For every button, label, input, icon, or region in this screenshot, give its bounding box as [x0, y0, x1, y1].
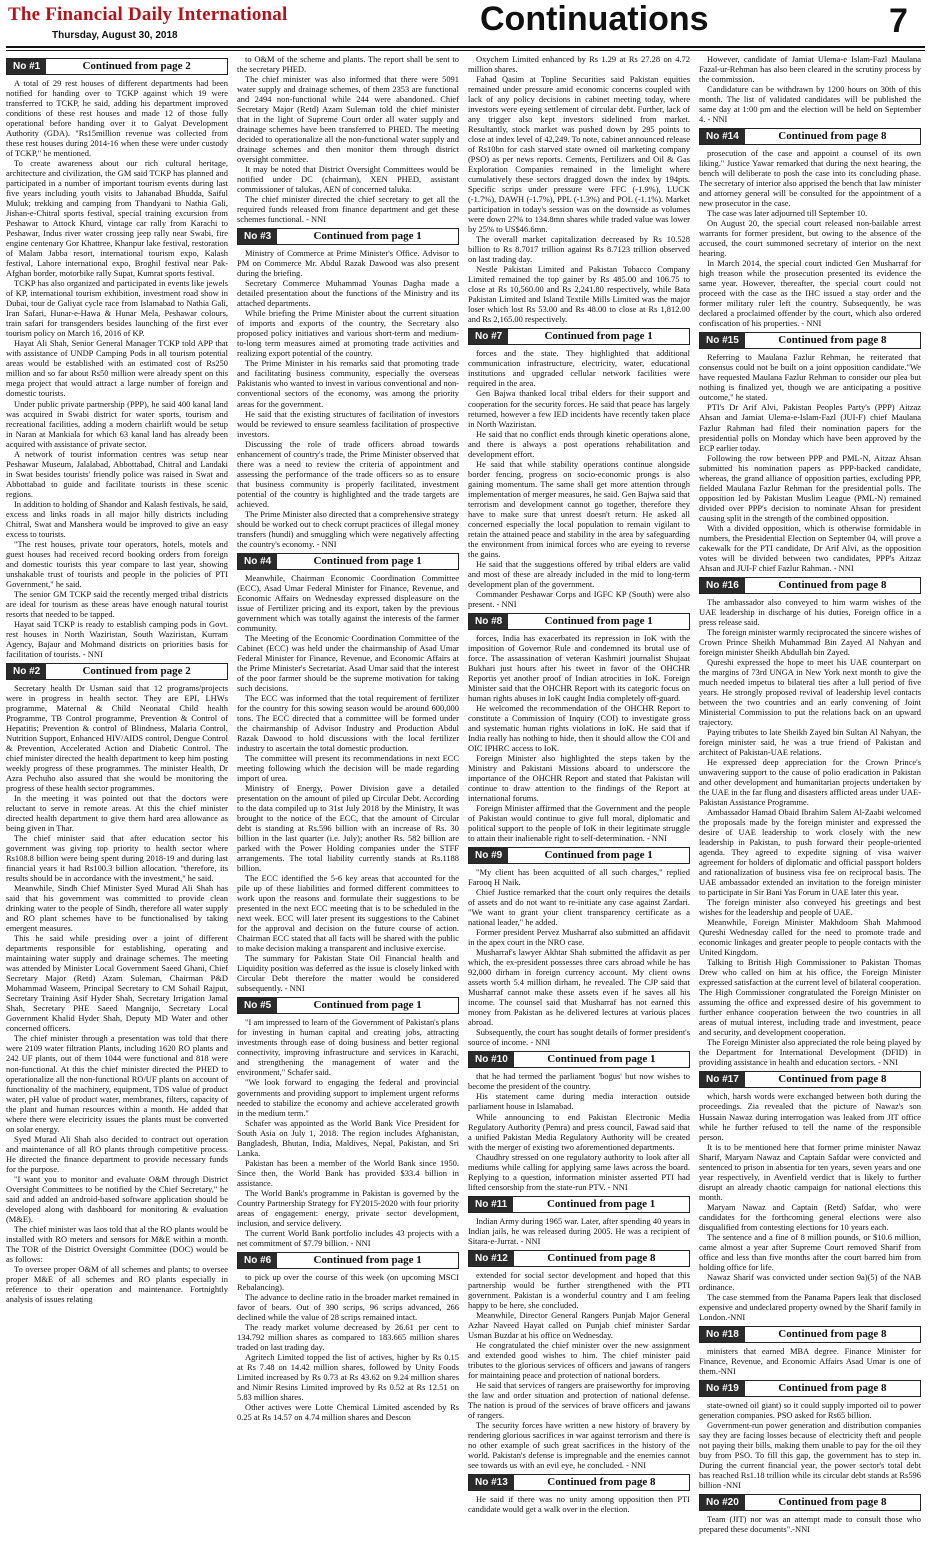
- story: [468, 1250, 690, 1470]
- story-paragraph: The senior GM TCKP said the recently merged tribal districts are ideal for tourism as these areas have enough natural tourist resorts that needed to be tapped.: [6, 588, 228, 619]
- story-paragraph: "I want you to monitor and evaluate O&M through District Oversight Committees to be notified by the Chief Secretary," he said and added an android-based software application should be developed along with dashboard for monitoring & evaluation (M&E).: [6, 1173, 228, 1224]
- story: [237, 553, 459, 994]
- story-header: [468, 847, 690, 864]
- story-header: [6, 663, 228, 680]
- story-paragraph: The sentence and a fine of 8 million pounds, or $10.6 million, came almost a year after Supreme Court removed Sharif from office and less than five months after the court barred him from holding office for life.: [699, 1231, 921, 1272]
- story: [699, 577, 921, 1068]
- story-paragraph: extended for social sector development and hoped that this partnership would be further strengthened with the PTI government. Pakistan is a wonderful country and I am feeling happy to be here, she concluded.: [468, 1269, 690, 1310]
- story: [699, 1380, 921, 1490]
- story-paragraph: The foreign minister also conveyed his greetings and best wishes for the leadership and people of UAE.: [699, 897, 921, 918]
- story-header: [237, 228, 459, 245]
- story-paragraph: The Prime Minister also directed that a comprehensive strategy should be worked out to check corrupt practices of illegal money transfers (hundi) and smuggling which were negatively affecting the country's economy. - NNI: [237, 508, 459, 549]
- story-paragraph: The case was later adjourned till September 10.: [707, 208, 868, 219]
- story-paragraph: Fahad Qasim at Topline Securities said Pakistan equities remained under pressure amid economic concerns coupled with lack of any policy decisions in cabinet meeting today, where investors were eyeing settlement of circular debt. Further, lack of any trigger also kept investors sidelined from market. Resultantly, stock market was pushed down by 295 points to close at index level of 42,249. To note, cabinet announced release of Rs10bn for cash starved state owned oil marketing company (PSO) as per news reports. Cements, Fertilizers and Oil & Gas Exploration Companies remained in the limelight where cumulatively these sectors dragged down the index by 194pts. Specific scrips under pressure were FFC (-1.9%), LUCK (-1.7%), DAWH (-1.7%), PPL (-1.3%) and POL (-1.1%). Market participation in today's session was on the downside as volumes were down 27% to 134.8mn shares while traded value was lower by 25% to US$46.6mn.: [468, 74, 690, 235]
- story-paragraph: "We look forward to engaging the federal and provincial governments and providing support to implement urgent reforms needed to stabilize the economy and achieve accelerated growth in the medium term.": [237, 1077, 459, 1118]
- story-paragraph: Meanwhile, Sindh Chief Minister Syed Murad Ali Shah has said that his government was committed to provide clean drinking water to the people of Sindh, therefore all water supply and RO plant schemes have to be functionalised by taking emergent measures.: [6, 883, 228, 934]
- issue-date: Thursday, August 30, 2018: [52, 30, 178, 41]
- article-columns: [6, 54, 925, 1548]
- story: [468, 54, 690, 324]
- story-paragraph: The chief minister directed the chief secretary to get all the required funds released from finance department and get these schemes functional. - NNI: [237, 194, 459, 225]
- story-paragraph: The ECC was informed that the total requirement of fertilizer for the country for this sowing season would be around 600,000 tons. The ECC directed that a committee will be formed under the chairmanship of Advisor Industry and Production Abdul Razak Dawood to hold discussions with the local fertilizer industry to ascertain the total domestic production.: [237, 692, 459, 753]
- story-paragraph: The Prime Minister in his remarks said that promoting trade and facilitating business community, especially the overseas Pakistanis who wanted to invest in various conventional and non-conventional sectors of the economy, was among the priority areas for the government.: [237, 358, 459, 409]
- story-paragraph: ministers that earned MBA degree. Finance Minister for Finance, Revenue, and Economic Affairs Asad Umar is one of them.-NNI: [699, 1345, 921, 1376]
- story-paragraph: forces and the state. They highlighted that additional communication infrastructure, electricity, water, educational institutions and upgraded cellular network facilities were required in the area.: [468, 348, 690, 389]
- story-paragraph: However, candidate of Jamiat Ulema-e Islam-Fazl Maulana Fazal-ur-Rehman has also been cleared in the scrutiny process by the commission.: [699, 54, 921, 85]
- story-paragraph: Qureshi expressed the hope to meet his UAE counterpart on the margins of 73rd UNGA in New York next month to give the much needed impetus to bilateral ties after a lull period of five years. He strongly proposed revival of leadership level contacts between the two countries and an early convening of Joint Ministerial Commission to put the relations back on an upward trajectory.: [699, 656, 921, 727]
- story-paragraph: To create awareness about our rich cultural heritage, architecture and civilization, the GM said TCKP has planned and participated in a number of important tourism events during last five years including youth visits to Jahanabad Bhudda, Saiful Muluk; trekking and camping from Thandyani to Nathia Gali, Jishan-e-Chitral sports festival, special training excursion from Peshawar to Attock Khurd, vintage car rally from Karachi to Peshawar, Indus river water crossing jeep rally near Swabi, fire engine centenary Gor Khattree, Khanpur lake festival, restoration of Malam Jabba resort, international tourism expo, Kalash festival, Lahore international expo, Broghil festival near Pak-Afghan border, motorbike rally Supat, Kumrat sports festival.: [6, 158, 228, 279]
- story-number-badge: No #17: [700, 1072, 745, 1087]
- story-header: [468, 613, 690, 630]
- story-paragraph: prosecution of the case and appoint a counsel of its own liking." Justice Yawar remarked that during the next hearing, the bench will deliberate to posh the case into its concluding phase. The secretary of interior also apprised the bench that law minister and attorney general will be consulted for the appointment of a new prosecutor in the case.: [699, 148, 921, 209]
- story-paragraph: The summary for Pakistan State Oil Financial health and Liquidity position was deferred as the issue is closely linked with Circular Debt therefore the matter would be considered subsequently. - NNI: [237, 953, 459, 994]
- story-paragraph: It is to be mentioned here that former prime minister Nawaz Sharif, Maryam Nawaz and Captain Safdar were convicted and sentenced to prison in absentia for ten years, seven years and one year respectively, in Avenfield verdict that is likely to further disrupt an already chaotic campaign for national elections this month.: [699, 1141, 921, 1202]
- story-paragraph: Foreign Minister affirmed that the Government and the people of Pakistan would continue to give full moral, diplomatic and political support to the people of IoK in their legitimate struggle to attain their inalienable right to self-determination. - NNI: [468, 803, 690, 844]
- masthead-rule-thin: [6, 50, 925, 51]
- story: [237, 997, 459, 1247]
- story-paragraph: Candidature can be withdrawn by 1200 hours on 30th of this month. The list of validated candidates will be published the same day at 1:00 pm and the election will be held on September 4. - NNI: [699, 84, 921, 125]
- continued-from-label: Continued from page 1: [544, 849, 653, 862]
- story-paragraph: Hayat Ali Shah, Senior General Manager TCKP told APP that with assistance of UNDP Camping Pods in all tourism potential areas would be established with an estimated cost of Rs250 million and so far about Rs50 million were already spent on this mega project that would attract a large number of foreign and domestic tourists.: [6, 338, 228, 399]
- story-header: [468, 1250, 690, 1267]
- story-paragraph: Commander Peshawar Corps and IGFC KP (South) were also present. - NNI: [468, 588, 690, 609]
- story-paragraph: Schafer was appointed as the World Bank Vice President for South Asia on July 1, 2018. The region includes Afghanistan, Bangladesh, Bhutan, India, Maldives, Nepal, Pakistan, and Sri Lanka.: [237, 1117, 459, 1158]
- story-header: [237, 1252, 459, 1269]
- story-paragraph: to O&M of the scheme and plants. The report shall be sent to the secretary PHED.: [237, 54, 459, 75]
- continued-from-label: Continued from page 1: [544, 330, 653, 343]
- story-paragraph: He said that the existing structures of facilitation of investors would be reviewed to ensure seamless facilitation of prospective investors.: [237, 408, 459, 439]
- story-number-badge: No #9: [469, 848, 508, 863]
- story: [237, 1252, 459, 1422]
- story: [699, 54, 921, 124]
- story-header: [699, 1494, 921, 1511]
- story-paragraph: Discussing the role of trade officers abroad towards enhancement of country's trade, the Prime Minister observed that there was a need to review the criteria of appointment and assessing the performance of the trade officers so as to ensure that business community is properly facilitated, investment potential of the country is highlighted and the trade targets are achieved.: [237, 438, 459, 509]
- story-paragraph: In the meeting it was pointed out that the doctors were reluctant to serve in remote areas. At this the chief minister directed health department to give them hard area allowance as being given in Thar.: [6, 793, 228, 834]
- story-paragraph: The chief minister through a presentation was told that there were 2109 water filtration Plants, including 1620 RO plants and 242 UF plants, out of them 1044 were functional and 818 were non-functional. At this the chief minister directed the PHED to operationalize all the non-functional RO/UF plants on account of functionality of the machinery, equipment, TDS value of product water, pH value of product water, membranes, filters, capacity of the plant and human resources within a month. He added that where there were electricity issues the plants must be converted on solar energy.: [6, 1033, 228, 1134]
- story-number-badge: No #3: [238, 229, 277, 244]
- story-number-badge: No #13: [469, 1475, 514, 1490]
- story-paragraph: Agritech Limited topped the list of actives, higher by Rs 0.15 at Rs 7.48 on 14.42 million shares, followed by Unity Foods Limited increased by Rs 0.73 at Rs 43.62 on 9.24 million shares and Nimir Resins Limited improved by Rs 0.52 at Rs 12.51 on 5.83 million shares.: [237, 1351, 459, 1402]
- story-header: [699, 577, 921, 594]
- column: [6, 54, 228, 1548]
- story-number-badge: No #10: [469, 1052, 514, 1067]
- continued-from-label: Continued from page 8: [778, 334, 887, 347]
- story-paragraph: In March 2014, the special court indicted Gen Musharraf for high treason while the prosecution presented its evidence the same year. However, thereafter, the special court could not proceed with the case as the IHC issued a stay order and the former military ruler left the country. Subsequently, he was declared a proclaimed offender by the court, which also ordered confiscation of his properties. - NNI: [699, 258, 921, 329]
- story-paragraph: The overall market capitalization decreased by Rs 10.528 billion to Rs 8.7017 trillion against Rs 8.7123 trillion observed on last trading day.: [468, 234, 690, 265]
- story: [699, 128, 921, 328]
- story: [699, 332, 921, 572]
- masthead-rule: [6, 46, 925, 48]
- continued-from-label: Continued from page 1: [546, 1197, 656, 1210]
- story-paragraph: Other actives were Lotte Chemical Limited ascended by Rs 0.25 at Rs 14.57 on 4.74 million shares and Descon: [237, 1401, 459, 1422]
- story-paragraph: Following the row between PPP and PML-N, Aitzaz Ahsan submitted his nomination papers as PPP-backed candidate, whereas, the grand alliance of opposition parties, excluding PPP, fielded Maulana Fazlur Rehman for the presidential polls. The opposition led by Pakistan Muslim League (PML-N) remained divided over PPP's decision to nominate Ahsan for president causing split in the strength of the combined opposition.: [699, 452, 921, 523]
- story: [468, 1196, 690, 1246]
- story-paragraph: Secretary Commerce Muhammad Younas Dagha made a detailed presentation about the functions of the Ministry and its attached departments.: [237, 278, 459, 309]
- story-paragraph: Nestle Pakistan Limited and Pakistan Tobacco Company Limited remained the top gainer by Rs 485.00 and 106.75 to close at Rs 10,560.00 and Rs 2,241.80 respectively, while Bata Pakistan Limited and Island Textile Mills Limited was the major loser which lost Rs 53.00 and Rs 48.00 to close at Rs 1,812.00 and Rs 2,165.00 respectively.: [468, 264, 690, 325]
- continued-from-label: Continued from page 1: [547, 1053, 656, 1066]
- story: [237, 228, 459, 548]
- story-paragraph: Ambassador Hamad Obaid Ibrahim Salem Al-Zaabi welcomed the proposals made by the foreign minister and expressed the desire of UAE leadership to work closely with the new leadership in Pakistan, to push forward their people-oriented agenda. They agreed to expedite signing of visa waiver agreement for holders of diplomatic and official passport holders and rationalization of business visa fee on reciprocal basis. The UAE ambassador extended an invitation to the foreign minister to participate in Sir Bani Yas Forum in UAE later this year.: [699, 807, 921, 898]
- story-paragraph: Gen Bajwa thanked local tribal elders for their support and cooperation for the security forces. He said that peace has largely returned, however a few IED incidents have recently taken place in North Waziristan.: [468, 388, 690, 429]
- story-paragraph: "The rest houses, private tour operators, hotels, motels and guest houses had received record booking orders from foreign and domestic tourists this year compare to last year, showing unshakable trust of tourists and people in the policies of PTI Government," he said.: [6, 538, 228, 589]
- story-paragraph: The current World Bank portfolio includes 43 projects with a net commitment of $7.79 billion. - NNI: [237, 1227, 459, 1248]
- story: [6, 663, 228, 1304]
- story-paragraph: His statement came during media interaction outside parliament house in Islamabad.: [468, 1091, 690, 1112]
- story-header: [699, 332, 921, 349]
- story-paragraph: The ambassador also conveyed to him warm wishes of the UAE leadership in discharge of his duties, Foreign office in a press release said.: [699, 596, 921, 627]
- story-header: [468, 328, 690, 345]
- story-header: [468, 1196, 690, 1213]
- story-number-badge: No #19: [700, 1381, 745, 1396]
- story-paragraph: The chief minister was laos told that al the RO plants would be installed with RO meters and sensors for M&E within a month. The TOR of the District Oversight Committee (DOC) would be as follows:: [6, 1223, 228, 1264]
- story-paragraph: that he had termed the parliament 'bogus' but now wishes to become the president of the country.: [468, 1071, 690, 1092]
- story-paragraph: Team (JIT) nor was an attempt made to consult those who prepared these documents".-NNI: [699, 1514, 921, 1535]
- column: [699, 54, 921, 1548]
- story-paragraph: The security forces have written a new history of bravery by rendering glorious sacrifices in war against terrorism and there is no other example of such great sacrifices in the history of the world. Pakistan's defense is impregnable and the enemies cannot see towards us with an evil eye, he concluded. - NNI: [468, 1419, 690, 1470]
- column: [237, 54, 459, 1548]
- story-number-badge: No #5: [238, 998, 277, 1013]
- story: [699, 1071, 921, 1321]
- story-paragraph: Former president Pervez Musharraf also submitted an affidavit in the apex court in the NRO case.: [468, 927, 690, 948]
- story-paragraph: It may be noted that District Oversight Committees would be notified under DC (chairman), XEN PHED, assistant commissioner of talukas, AEN of concerned taluka.: [237, 164, 459, 195]
- story-paragraph: Ministry of Energy, Power Division gave a detailed presentation on the amount of piled up Circular Debt. According to the data compiled up to 31st July 2018 by the Ministry, It was brought to the notice of the ECC, that the amount of Circular debt is standing at Rs.596 billion with an increase of Rs. 30 billion in the last quarter (i.e. July); another Rs. 582 billion are parked with the Power Holding companies under the STFF arrangements. The total liability currently stands at Rs.1188 billion.: [237, 783, 459, 874]
- story-number-badge: No #8: [469, 614, 508, 629]
- continued-from-label: Continued from page 8: [778, 1327, 887, 1340]
- story-header: [699, 1071, 921, 1088]
- story-paragraph: The foreign minister warmly reciprocated the sincere wishes of Crown Prince Sheikh Muhammad Bin Zayed Al Nahyan and foreign minister Sheikh Abdullah bin Zayed.: [699, 626, 921, 657]
- story: [468, 847, 690, 1047]
- story-paragraph: The committee will present its recommendations in next ECC meeting following which the decision will be made regarding import of urea.: [237, 753, 459, 784]
- story-paragraph: To oversee proper O&M of all schemes and plants; to oversee proper M&E of all schemes and RO plants especially in reference to their operation and maintenance. Fortnightly analysis of issues relating: [6, 1263, 228, 1304]
- continued-from-label: Continued from page 8: [547, 1251, 656, 1264]
- story-paragraph: The Foreign Minister also appreciated the role being played by the Department for International Development (DFID) in providing assistance in health and education sectors. - NNI: [699, 1037, 921, 1068]
- continued-from-label: Continued from page 8: [778, 1496, 887, 1509]
- story-number-badge: No #4: [238, 554, 277, 569]
- story-number-badge: No #15: [700, 333, 745, 348]
- story-header: [468, 1474, 690, 1491]
- story-paragraph: to pick up over the course of this week (on upcoming MSCI Rebalancing).: [237, 1271, 459, 1292]
- story-paragraph: Meanwhile, Foreign Minister Makhdoom Shah Mahmood Qureshi Wednesday called for the need to promote trade and economic linkages and greater people to people contacts with the United Kingdom.: [699, 917, 921, 958]
- story: [6, 58, 228, 659]
- continued-from-label: Continued from page 1: [313, 1253, 422, 1266]
- story-paragraph: The World Bank's programme in Pakistan is governed by the Country Partnership Strategy for FY2015-2020 with four priority areas of engagement: energy, private sector development, inclusion, and service delivery.: [237, 1187, 459, 1228]
- story-paragraph: Maryam Nawaz and Captain (Retd) Safdar, who were candidates for the forthcoming general elections were also disqualified from contesting elections for 10 years each.: [699, 1201, 921, 1232]
- story-paragraph: Talking to British High Commissioner to Pakistan Thomas Drew who called on him at his office, the Foreign Minister expressed satisfaction at the current level of bilateral cooperation. The High Commissioner congratulated the Foreign Minister on assuming the office and expressed desire of his government to further enhance cooperation between the two countries in all areas of mutual interest, including trade and investment, peace and security, and development cooperation.: [699, 957, 921, 1038]
- story: [468, 1474, 690, 1514]
- story-paragraph: Chief Justice remarked that the court only requires the details of assets and do not want to re-initiate any case against Zardari. "We want to grant your client transparency certificate as a national leader," he added.: [468, 887, 690, 928]
- story-paragraph: The chief minister said that after education sector his government was giving top priority to health sector where Rs108.8 billion were being spent during 2018-19 and during last financial years it had Rs100.3 billion allocation. "therefore, its results should be in accordance with the investment," he said.: [6, 833, 228, 884]
- story-paragraph: Pakistan has been a member of the World Bank since 1950. Since then, the World Bank has provided $33.4 billion in assistance.: [237, 1157, 459, 1188]
- story-number-badge: No #16: [700, 578, 745, 593]
- continued-from-label: Continued from page 1: [313, 999, 422, 1012]
- story-header: [6, 58, 228, 75]
- story-paragraph: While announcing to end Pakistan Electronic Media Regulatory Authority (Pemra) and press council, Fawad said that a unified Pakistan Media Regulatory Authority will be created with the merger of existing two aforementioned departments.: [468, 1111, 690, 1152]
- story-paragraph: The ready market volume decreased by 26.61 per cent to 134.792 million shares as compared to 183.665 million shares traded on last trading day.: [237, 1321, 459, 1352]
- story-paragraph: Foreign Minister also highlighted the steps taken by the Ministry and Pakistani Missions aboard to underscore the importance of the OHCHR Report and stated that Pakistan will continue to draw attention to the findings of the Report at international forums.: [468, 753, 690, 804]
- story: [468, 613, 690, 843]
- paper-name: The Financial Daily International: [8, 4, 288, 25]
- story-paragraph: which, harsh words were exchanged between both during the proceedings. Zia revealed that the picture of Nawaz's son Hussain Nawaz during interrogation was leaked from JIT office while he further refused to tell the name of the responsible person.: [699, 1091, 921, 1142]
- story-header: [468, 1051, 690, 1068]
- story-paragraph: Referring to Maulana Fazlur Rehman, he reiterated that consensus could not be built on a joint opposition candidate."We have requested Maulana Fazlur Rehman to consider our plea but nothing is finalized yet, though we are anticipating a positive outcome," he stated.: [699, 352, 921, 403]
- masthead: [0, 0, 931, 46]
- story-paragraph: "I am impressed to learn of the Government of Pakistan's plans for investing in human capital and creating jobs, attracting investments through ease of doing business and better regional connectivity, improving infrastructure and services in Karachi, and strengthening the management of water and the environment," Schafer said.: [237, 1017, 459, 1078]
- story-paragraph: The case stemmed from the Panama Papers leak that disclosed expensive and undeclared property owned by the Sharif family in London.-NNI: [699, 1291, 921, 1322]
- story-paragraph: He said that while stability operations continue alongside border fencing, progress on socio-economic prongs is also gaining momentum. The same shall get more attention through implementation of merger measures, he said. Gen Bajwa said that terrorism and development cannot go together, therefore they have to make sure that unrest doesn't return. He asked all concerned especially the local population to remain vigilant to retain the attained peace and stability in the area by safeguarding the environment from inimical forces who are eyeing to reverse the gains.: [468, 458, 690, 559]
- story-paragraph: He said if there was no unity among opposition then PTI candidate would get a walk over in the election.: [468, 1493, 690, 1514]
- story-number-badge: No #20: [700, 1495, 745, 1510]
- story-paragraph: Nawaz Sharif was convicted under section 9a)(5) of the NAB ordinance.: [699, 1271, 921, 1292]
- continued-from-label: Continued from page 1: [313, 554, 422, 567]
- story: [699, 1494, 921, 1534]
- story-paragraph: He said that no conflict ends through kinetic operations alone, and there is always a post operations rehabilitation and development effort.: [468, 428, 690, 459]
- story-paragraph: Meanwhile, Chairman Economic Coordination Committee (ECC), Asad Umar Federal Minister for Finance, Revenue, and Economic Affairs on Wednesday expressed displeasure on the issue of Fertilizer pricing and its export, taken by the previous government which was totally against the interests of the farmer community.: [237, 572, 459, 633]
- story-paragraph: Subsequently, the court has sought details of former president's source of income. - NNI: [468, 1027, 690, 1048]
- story-paragraph: A network of tourist information centres was setup near Peshawar Museum, Jalalabad, Abbottabad, Chitral and Landaki in Swat besides tourists' friendly police was raised in Swat and Abbottabad to guide and facilitate tourists in these scenic regions.: [6, 448, 228, 499]
- story: [699, 1326, 921, 1376]
- story-number-badge: No #7: [469, 329, 508, 344]
- story-number-badge: No #12: [469, 1251, 514, 1266]
- story-paragraph: Secretary health Dr Usman said that 12 programs/projects were in progress in health sector. They are EPI, LHWs programme, Maternal & Child Neonatal Child health Programme, TB Control programme, Prevention & Control of Hepatitis; Prevention & control of Blindness, Malaria Control, Nutrition Support, Enhanced HIV/AIDS control, Dengue Control & Prevention, Accelerated Action and Diabetic Control. The chief minister directed the health department to keep him posting weekly progress of these programmes. The minister Health, Dr Azra Pechuho also assured that she would be monitoring the progress of these health sector programmes.: [6, 682, 228, 794]
- continued-from-label: Continued from page 1: [544, 614, 653, 627]
- story-paragraph: He congratulated the chief minister over the new assignment and extended good wishes to him. The chief minister paid tributes to the glorious services of officers and jawans of rangers for maintaining peace and protection of national borders.: [468, 1339, 690, 1380]
- story-paragraph: The chief minister was also informed that there were 5091 water supply and drainage schemes, of them 2353 are functional and 2494 non-functional while 244 were abandoned. Chief Secretary Major (Retd) Azam Suleman told the chief minister that in the light of Supreme Court order all water supply and drainage schemes have been transferred to PHED. The meeting decided to operationalize all the non-functional water supply and drainage schemes and then monitor them through district oversight committee.: [237, 74, 459, 165]
- continued-from-label: Continued from page 2: [82, 60, 191, 72]
- story-paragraph: The Meeting of the Economic Coordination Committee of the Cabinet (ECC) was held under the chairmanship of Asad Umar Federal Minister for Finance, Revenue, and Economic Affairs at the Prime Minister's Secretariat. Asad Umar said that the interest of the poor farmer should be the supreme motivation for taking such decisions.: [237, 632, 459, 693]
- story-paragraph: "My client has been acquitted of all such charges," replied Farooq H Naik.: [468, 867, 690, 888]
- story-header: [699, 1326, 921, 1343]
- story-paragraph: Hayat said TCKP is ready to establish camping pods in Govt. rest houses in North Waziristan, South Waziristan, Kurram Agency, Bajaur and Mohmand districts on priorities basis for facilitation of tourists. - NNI: [6, 618, 228, 659]
- story-paragraph: Syed Murad Ali Shah also decided to contract out operation and maintenance of all RO plants through competitive process. He directed the finance department to provide necessary funds for the purpose.: [6, 1133, 228, 1174]
- continued-from-label: Continued from page 1: [313, 230, 422, 243]
- story: [468, 328, 690, 608]
- story-header: [237, 553, 459, 570]
- story-paragraph: He said that services of rangers are praiseworthy for improving the law and order situation and protection of national defense. The nation is proud of the services of brave officers and jawans of rangers.: [468, 1379, 690, 1420]
- story-paragraph: On August 20, the special court released non-bailable arrest warrants for former president, but owing to the absence of the accused, the court summoned secretary of interior on the next hearing.: [699, 218, 921, 259]
- story-header: [237, 997, 459, 1014]
- story-paragraph: TCKP has also organized and participated in events like jewels of KP, international tourism exhibition, investment road show in Dubai, tour de Galiyat cycle race from Islamabad to Nathia Gali, Iran Safari, Hunar-e-Hawa & Hunar Mela, Peshawar colours, train safari for transgenders besides launching of the first ever tourism policy on March 16, 2016 of KP.: [6, 278, 228, 339]
- story-paragraph: The advance to decline ratio in the broader market remained in favor of bears. Out of 390 scrips, 96 scrips advanced, 266 declined while the value of 28 scrips remained intact.: [237, 1291, 459, 1322]
- story-paragraph: Chaudhry stressed on one regulatory authority to look after all mediums while calling for applying same laws across the board. Replying to a question, information minister asserted PTI had lifted censorship from the state-run PTV. - NNI: [468, 1151, 690, 1192]
- story-header: [699, 128, 921, 145]
- story-number-badge: No #1: [7, 59, 46, 74]
- continued-from-label: Continued from page 8: [778, 1073, 887, 1086]
- story-paragraph: Oxychem Limited enhanced by Rs 1.29 at Rs 27.28 on 4.72 million shares.: [468, 54, 690, 75]
- story-paragraph: Meanwhile, Director General Rangers Punjab Major General Azhar Naveed Hayat called on Punjab chief minister Sardar Usman Buzdar at his office on Wednesday.: [468, 1309, 690, 1340]
- continued-from-label: Continued from page 8: [778, 1381, 887, 1394]
- story-paragraph: Indian Army during 1965 war. Later, after spending 40 years in Indian jails, he was released during 2005. He was a recipient of Sitara-e-Jurrat. - NNI: [468, 1215, 690, 1246]
- story-paragraph: Musharraf's lawyer Akhtar Shah submitted the affidavit as per which, the ex-president possesses three cars abroad while he has 92,000 dirham in foreign currency account. My client owns assets worth 5.4 million dirham, he revealed. The CJP said that Musharraf cannot make these assets even if he saves all his income. The counsel said that Musharraf has not earned this money from Pakistan as he delivered lectures at various places abroad.: [468, 947, 690, 1028]
- story-number-badge: No #6: [238, 1253, 277, 1268]
- section-title: Continuations: [480, 0, 709, 38]
- story-paragraph: While briefing the Prime Minister about the current situation of imports and exports of the country, the Secretary also proposed policy initiatives and various short-term and medium-to-long term measures aimed at promoting trade activities and realizing export potential of the country.: [237, 308, 459, 359]
- story-paragraph: With a divided opposition, which is otherwise formidable in numbers, the Presidential Election on September 04, will prove a cakewalk for the PTI candidate, Dr Arif Alvi, as the opposition votes will be divided between two candidates, PPP's Aitzaz Ahsan and JUI-F chief Fazlur Rahman. - NNI: [699, 522, 921, 573]
- story-paragraph: PTI's Dr Arif Alvi, Pakistan Peoples Party's (PPP) Aitzaz Ahsan and Jamiat Ulema-e-Islam-Fazl (JUI-F) chief Maulana Fazlur Rahman had filed their nomination papers for the presidential polls on Monday which have been approved by the ECP earlier today.: [699, 402, 921, 453]
- continued-from-label: Continued from page 8: [778, 578, 887, 591]
- story-paragraph: Government-run power generation and distribution companies say they are facing losses because of electricity theft and people not paying their bills, making them unable to pay for the oil they buy from PSO. To fill this gap, the government has to step in. During the current financial year, the power sector's total debt has reached Rs1.18 trillion while its circular debt stands at Rs596 billion -NNI: [699, 1419, 921, 1490]
- story-number-badge: No #18: [700, 1327, 745, 1342]
- story-paragraph: He said that the suggestions offered by tribal elders are valid and most of these are already included in the mid to long-term development plan of the government.: [468, 558, 690, 589]
- continued-from-label: Continued from page 8: [547, 1475, 656, 1488]
- column: [468, 54, 690, 1548]
- story-paragraph: The ECC identified the 5-6 key areas that accounted for the pile up of these liabilities and formed different committees to work upon the reasons and formulate their suggestions to be presented in the next ECC meeting that is to be scheduled in the next week. ECC will later present its suggestions to the Cabinet for the approval and decision on the future course of action. Chairman ECC stated that all facts will be shared with the public to make decision making a transparent and inclusive exercise.: [237, 873, 459, 954]
- story-number-badge: No #14: [700, 129, 745, 144]
- story-paragraph: Ministry of Commerce at Prime Minister's Office. Advisor to PM on Commerce Mr. Abdul Razak Dawood was also present during the briefing.: [237, 248, 459, 279]
- story-paragraph: state-owned oil giant) so it could supply imported oil to power generation companies. PSO asked for Rs65 billion.: [699, 1399, 921, 1420]
- story-number-badge: No #2: [7, 664, 46, 679]
- story: [237, 54, 459, 224]
- story-paragraph: Paying tributes to late Sheikh Zayed bin Sultan Al Nahyan, the foreign minister said, he was a true friend of Pakistan and architect of Pakistan-UAE relations.: [699, 726, 921, 757]
- page-number: 7: [889, 2, 908, 40]
- story-paragraph: This he said while presiding over a joint of different departments responsible for establishing, operating and maintaining water supply and drainage schemes. The meeting was attended by Minister Local Government Saeed Ghani, Chief Secretary Major (Retd) Azam Suleman, Chairman P&D Mohammad Waseem, Principal Secretary to CM Sohail Rajput, Secretary Training Asif Hyder Shah, Secretary Irrigation Jamal Shah, Secretary PHE Saeed Mangnijo, Secretary Local Government Khalid Hyder Shah, Deputy MD Water and other concerned officers.: [6, 933, 228, 1034]
- story-paragraph: He expressed deep appreciation for the Crown Prince's unwavering support to the cause of polio eradication in Pakistan and other development and humanitarian projects undertaken by the UAE in the far flung and disasters afflicted areas under UAE-Pakistan Assistance Programme.: [699, 756, 921, 808]
- story: [468, 1051, 690, 1191]
- continued-from-label: Continued from page 2: [82, 664, 191, 677]
- story-paragraph: forces, India has exacerbated its repression in IoK with the imposition of Governor Rule and condemned its brutal use of force. The assassination of veteran Kashmiri journalist Shujaat Bukhari just hours after his tweet in favor of the OHCHR Reportis yet another proof of Indian atrocities in IoK. Foreign Minister said that the OHCHR Report with its categoric focus on human rights abuses in IoK caught India completely off-guard.: [468, 632, 690, 703]
- story-paragraph: He welcomed the recommendation of the OHCHR Report to constitute a Commission of Inquiry (COI) to investigate gross and systematic human rights violations in IoK. He said that if India really has nothing to hide, then it should allow the COI and OIC IPHRC access to IoK.: [468, 702, 690, 753]
- story-number-badge: No #11: [469, 1197, 513, 1212]
- story-paragraph: Under public private partnership (PPP), he said 400 kanal land was acquired in Swabi district for water sports, tourism and recreational facilities, adding a modern chairlift would be setup in Naran at Mankiala for which 63 kanal land has already been acquired with assistance of private sector.: [6, 398, 228, 449]
- story-header: [699, 1380, 921, 1397]
- story-paragraph: A total of 29 rest houses of different departments had been notified for handing over to TCKP against which 19 were transferred to TCKP, he said, adding his department improved conditions of these rest houses and made 12 of those fully operational before handing over it to Galyat Development Authority (GDA). "Rs15million revenue was collected from these rest houses during 2014-16 when these were under custody of TCKP," he mentioned.: [6, 78, 228, 159]
- story-paragraph: In addition to holding of Shandor and Kalash festivals, he said, excess and links roads in all major hilly districts including Chitral, Swat and Manshera would be improved to give an easy excess to tourists.: [6, 498, 228, 539]
- continued-from-label: Continued from page 8: [778, 130, 887, 143]
- brand-block: [8, 4, 287, 41]
